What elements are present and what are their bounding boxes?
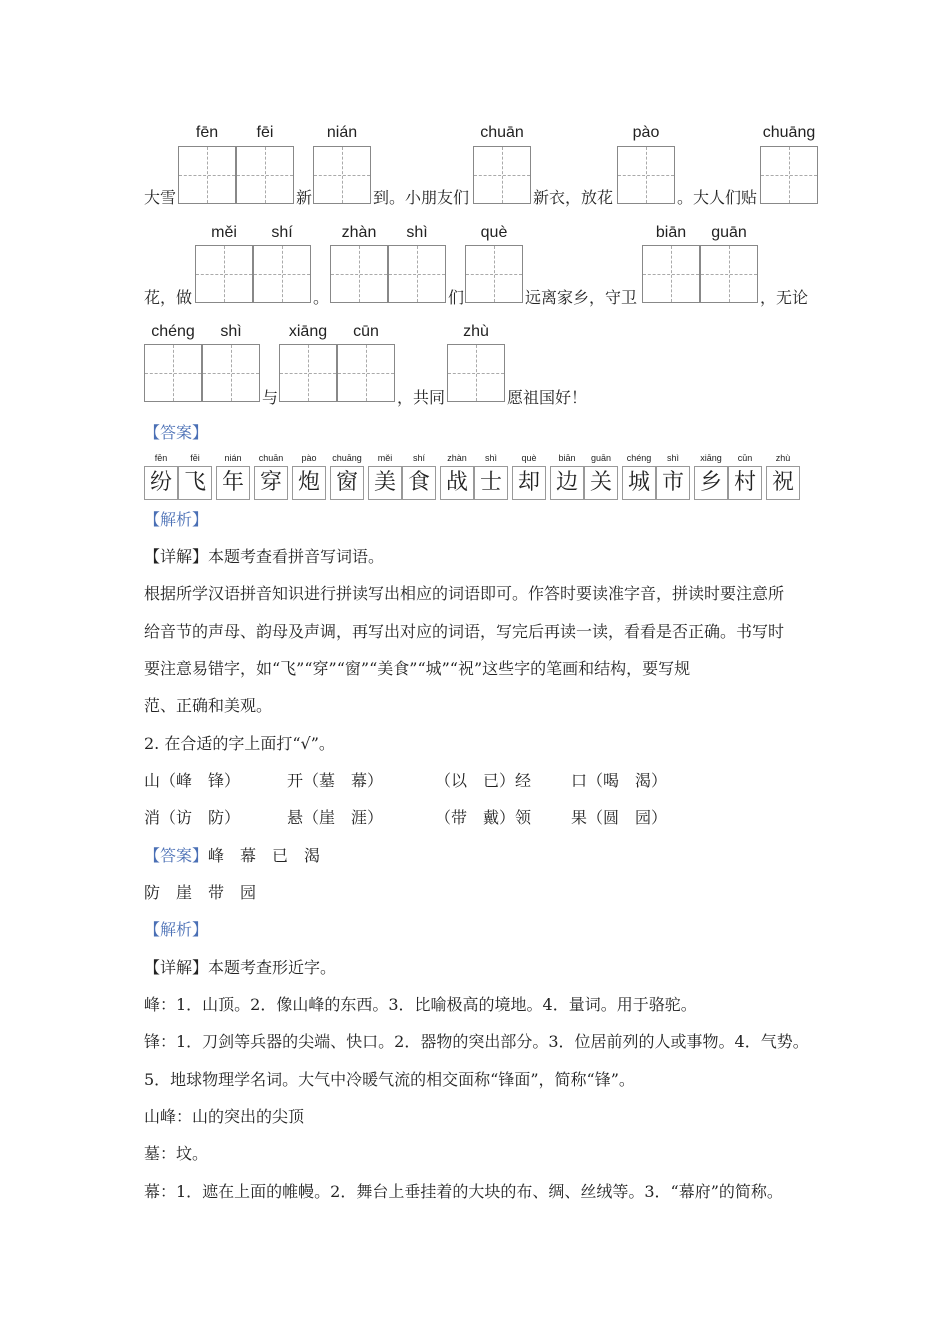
explain-line: 根据所学汉语拼音知识进行拼读写出相应的词语即可。作答时要读准字音，拼读时要注意所 xyxy=(144,584,785,603)
sentence-text: 远离家乡，守卫 xyxy=(525,288,638,307)
detail-tag: 【详解】 xyxy=(144,958,209,977)
analysis-tag: 【解析】 xyxy=(144,510,209,529)
answer-box[interactable] xyxy=(330,245,388,303)
pinyin-cheng: chéng xyxy=(151,323,195,340)
answer-pinyin: zhù xyxy=(775,453,791,463)
sentence-text: 与 xyxy=(262,388,279,407)
sentence-text: 大雪 xyxy=(144,188,177,207)
answer-char-cell: 飞 xyxy=(178,466,212,500)
question-title: 2. 在合适的字上面打“√”。 xyxy=(144,734,335,753)
answer-pinyin: pào xyxy=(301,453,317,463)
sentence-text: ，无论 xyxy=(760,288,809,307)
answer-box[interactable] xyxy=(253,245,311,303)
choice-item: 口（喝 渴） xyxy=(571,771,668,790)
answer-char-cell: 却 xyxy=(512,466,546,500)
answer-box[interactable] xyxy=(195,245,253,303)
answer-char-cell: 士 xyxy=(474,466,508,500)
answer-pinyin: biān xyxy=(558,453,576,463)
answer-pinyin: měi xyxy=(377,453,393,463)
answer-char-cell: 纷 xyxy=(144,466,178,500)
choice-item: 果（圆 园） xyxy=(571,808,668,827)
answer-pinyin: guān xyxy=(590,453,612,463)
answer-pinyin: chuāng xyxy=(332,453,362,463)
sentence-text: 愿祖国好！ xyxy=(507,388,588,407)
pinyin-fen: fēn xyxy=(195,124,219,141)
definition-line: 5．地球物理学名词。大气中冷暖气流的相交面称“锋面”，简称“锋”。 xyxy=(144,1070,635,1089)
choice-item: 山（峰 锋） xyxy=(144,771,241,790)
choice-item: 开（墓 幕） xyxy=(287,771,384,790)
detail-text: 本题考查形近字。 xyxy=(208,958,337,977)
sentence-text: 新 xyxy=(296,188,313,207)
choice-item: （带 戴）领 xyxy=(435,808,532,827)
answer-text-2: 防 崖 带 园 xyxy=(144,883,257,902)
answer-pinyin: què xyxy=(521,453,537,463)
pinyin-que: què xyxy=(480,224,508,241)
answer-box[interactable] xyxy=(642,245,700,303)
answer-char-cell: 关 xyxy=(584,466,618,500)
answer-pinyin: cūn xyxy=(737,453,753,463)
answer-pinyin: chéng xyxy=(626,453,652,463)
pinyin-pao: pào xyxy=(632,124,660,141)
pinyin-zhu: zhù xyxy=(463,323,489,340)
choice-item: 悬（崖 涯） xyxy=(287,808,384,827)
choice-item: （以 已）经 xyxy=(435,771,532,790)
pinyin-nian: nián xyxy=(326,124,358,141)
answer-pinyin: shí xyxy=(412,453,425,463)
answer-char-cell: 市 xyxy=(656,466,690,500)
pinyin-mei: měi xyxy=(211,224,237,241)
answer-line xyxy=(144,846,320,866)
pinyin-shi: shí xyxy=(271,224,293,241)
detail-tag: 【详解】 xyxy=(144,547,209,566)
explain-line: 给音节的声母、韵母及声调，再写出对应的词语，写完后再读一读，看看是否正确。书写时 xyxy=(144,622,785,641)
answer-box[interactable] xyxy=(617,146,675,204)
answer-box[interactable] xyxy=(447,344,505,402)
detail-text: 本题考查看拼音写词语。 xyxy=(208,547,385,566)
explain-line: 要注意易错字，如“飞”“穿”“窗”“美食”“城”“祝”这些字的笔画和结构，要写规 xyxy=(144,659,691,678)
answer-box[interactable] xyxy=(279,344,337,402)
answer-box[interactable] xyxy=(236,146,294,204)
sentence-text: ，共同 xyxy=(397,388,446,407)
definition-line: 峰：1．山顶。2．像山峰的东西。3．比喻极高的境地。4．量词。用于骆驼。 xyxy=(144,995,697,1014)
answer-pinyin: chuān xyxy=(258,453,284,463)
pinyin-shi2: shì xyxy=(406,224,428,241)
pinyin-zhan: zhàn xyxy=(341,224,377,241)
sentence-text: 们 xyxy=(448,288,465,307)
sentence-text: 。大人们贴 xyxy=(677,188,758,207)
answer-box[interactable] xyxy=(473,146,531,204)
sentence-text: 。 xyxy=(313,288,330,307)
definition-line: 山峰：山的突出的尖顶 xyxy=(144,1107,305,1126)
pinyin-shi3: shì xyxy=(220,323,242,340)
pinyin-guan: guān xyxy=(711,224,747,241)
analysis-tag: 【解析】 xyxy=(144,920,209,939)
pinyin-bian: biān xyxy=(655,224,687,241)
sentence-text: 新衣，放花 xyxy=(533,188,614,207)
pinyin-cun: cūn xyxy=(353,323,379,340)
pinyin-fei: fēi xyxy=(256,124,274,141)
answer-box[interactable] xyxy=(700,245,758,303)
answer-box[interactable] xyxy=(760,146,818,204)
detail-line xyxy=(144,958,336,978)
answer-char-cell: 边 xyxy=(550,466,584,500)
answer-pinyin: fēn xyxy=(154,453,168,463)
answer-box[interactable] xyxy=(144,344,202,402)
answer-char-cell: 美 xyxy=(368,466,402,500)
answer-pinyin: fēi xyxy=(190,453,200,463)
explain-line: 范、正确和美观。 xyxy=(144,696,273,715)
answer-char-cell: 祝 xyxy=(766,466,800,500)
answer-pinyin: xiāng xyxy=(700,453,722,463)
answer-char-cell: 穿 xyxy=(254,466,288,500)
answer-pinyin: nián xyxy=(224,453,242,463)
answer-box[interactable] xyxy=(313,146,371,204)
answer-box[interactable] xyxy=(202,344,260,402)
answer-char-cell: 乡 xyxy=(694,466,728,500)
answer-box[interactable] xyxy=(178,146,236,204)
answer-pinyin: shì xyxy=(666,453,679,463)
answer-pinyin: shì xyxy=(484,453,497,463)
answer-char-cell: 炮 xyxy=(292,466,326,500)
detail-line xyxy=(144,547,384,567)
pinyin-chuang: chuāng xyxy=(762,124,816,141)
answer-char-cell: 年 xyxy=(216,466,250,500)
pinyin-xiang: xiāng xyxy=(288,323,328,340)
answer-text: 峰 幕 已 渴 xyxy=(208,846,321,865)
answer-char-cell: 战 xyxy=(440,466,474,500)
definition-line: 墓：坟。 xyxy=(144,1144,209,1163)
sentence-text: 花，做 xyxy=(144,288,193,307)
pinyin-chuan: chuān xyxy=(480,124,524,141)
definition-line: 锋：1．刀剑等兵器的尖端、快口。2．器物的突出部分。3．位居前列的人或事物。4．气势。 xyxy=(144,1032,809,1051)
answer-char-cell: 食 xyxy=(402,466,436,500)
sentence-text: 到。小朋友们 xyxy=(373,188,470,207)
answer-char-cell: 窗 xyxy=(330,466,364,500)
answer-box[interactable] xyxy=(388,245,446,303)
answer-box[interactable] xyxy=(465,245,523,303)
definition-line: 幕：1．遮在上面的帷幔。2．舞台上垂挂着的大块的布、绸、丝绒等。3．“幕府”的简称。 xyxy=(144,1182,783,1201)
answer-tag: 【答案】 xyxy=(144,423,209,442)
answer-tag: 【答案】 xyxy=(144,846,209,865)
answer-char-cell: 城 xyxy=(622,466,656,500)
answer-box[interactable] xyxy=(337,344,395,402)
answer-char-cell: 村 xyxy=(728,466,762,500)
answer-pinyin: zhàn xyxy=(447,453,467,463)
choice-item: 消（访 防） xyxy=(144,808,241,827)
